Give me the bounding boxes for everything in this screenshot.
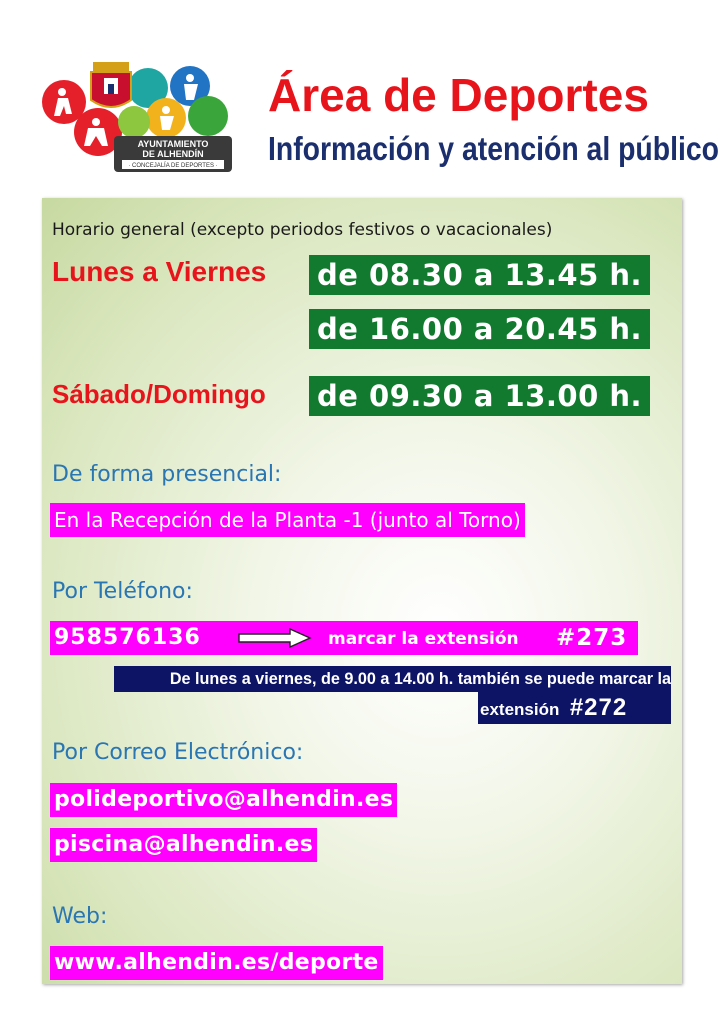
phone-note-extension-number: #272 [569,694,628,721]
weekend-label: Sábado/Domingo [52,379,266,409]
logo-green-circle [188,96,228,136]
logo-lime-circle [118,106,150,138]
phone-heading: Por Teléfono: [52,579,193,604]
page-subtitle: Información y atención al público [268,130,720,167]
extension-label: marcar la extensión [328,629,519,649]
logo-line3: · CONCEJALÍA DE DEPORTES · [128,163,218,169]
ayuntamiento-logo [38,48,234,174]
email-piscina[interactable]: piscina@alhendin.es [50,828,317,862]
weekdays-label: Lunes a Viernes [52,256,267,287]
email-heading: Por Correo Electrónico: [52,740,304,765]
weekdays-afternoon-hours: de 16.00 a 20.45 h. [309,309,650,349]
logo-line1: AYUNTAMIENTO [137,139,209,149]
extension-number: #273 [556,625,628,651]
coat-of-arms-icon [91,62,131,107]
weekdays-morning-hours: de 08.30 a 13.45 h. [309,255,650,295]
phone-note-line2 [478,692,671,724]
general-schedule-note: Horario general (excepto periodos festivos o vacacionales) [52,220,553,240]
in-person-heading: De forma presencial: [52,462,282,487]
logo-line2: DE ALHENDÍN [142,149,204,159]
phone-number[interactable]: 958576136 [54,625,201,650]
weekend-hours: de 09.30 a 13.00 h. [309,376,650,416]
page-title: Área de Deportes [268,69,649,121]
phone-row [50,621,638,655]
phone-note-line1: De lunes a viernes, de 9.00 a 14.00 h. también se puede marcar la [114,666,671,692]
website-link[interactable]: www.alhendin.es/deporte [50,946,383,980]
arrow-right-icon [238,628,312,648]
web-heading: Web: [52,904,108,929]
email-polideportivo[interactable]: polideportivo@alhendin.es [50,783,397,817]
phone-note-extension-label: extensión [480,700,560,719]
reception-location: En la Recepción de la Planta -1 (junto al Torno) [50,503,525,537]
